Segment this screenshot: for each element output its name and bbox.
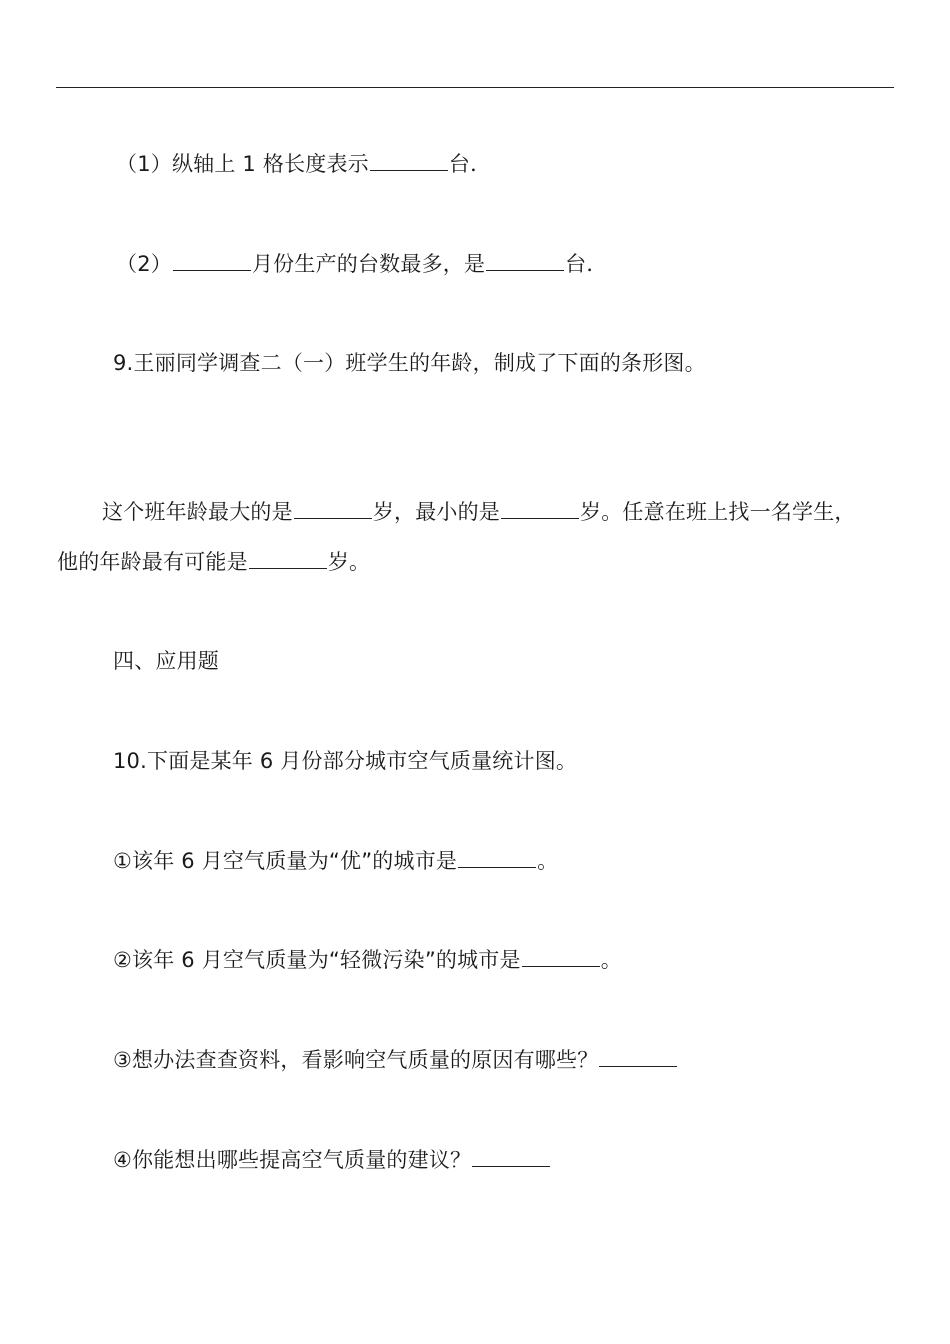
q9-line2-part1: 他的年龄最有可能是 — [57, 550, 248, 574]
answer-blank[interactable] — [522, 946, 600, 967]
q8-sub1-prefix: （1）纵轴上 1 格长度表示 — [116, 152, 369, 176]
section-heading — [113, 646, 219, 676]
answer-blank[interactable] — [472, 1146, 550, 1167]
q8-sub1 — [116, 149, 491, 179]
q10-item3-prefix: ③想办法查查资料，看影响空气质量的原因有哪些？ — [113, 1048, 599, 1072]
q10-item1 — [113, 846, 558, 876]
answer-blank[interactable] — [501, 498, 579, 519]
answer-blank[interactable] — [370, 150, 448, 171]
q10-item1-suffix: 。 — [537, 849, 559, 873]
q10-item2-suffix: 。 — [600, 948, 622, 972]
answer-blank[interactable] — [458, 847, 536, 868]
answer-blank[interactable] — [486, 250, 564, 271]
q9-line1-part2: 岁，最小的是 — [372, 500, 501, 524]
q8-sub2-middle: 月份生产的台数最多，是 — [251, 252, 486, 276]
q9-line1-part1: 这个班年龄最大的是 — [102, 500, 293, 524]
q8-sub2-prefix: （2） — [116, 252, 172, 276]
q10-item3 — [113, 1045, 678, 1075]
answer-blank[interactable] — [173, 250, 251, 271]
q8-sub1-suffix: 台． — [448, 152, 492, 176]
q8-sub2-suffix: 台． — [565, 252, 608, 276]
header-rule — [56, 87, 894, 88]
section4-heading-text: 四、应用题 — [113, 649, 219, 673]
q10-item4 — [113, 1145, 551, 1175]
q10-item1-prefix: ①该年 6 月空气质量为“优”的城市是 — [113, 849, 458, 873]
q9-stem-text: 9.王丽同学调查二（一）班学生的年龄，制成了下面的条形图。 — [113, 351, 706, 375]
q10-item2-prefix: ②该年 6 月空气质量为“轻微污染”的城市是 — [113, 948, 521, 972]
q8-sub2 — [116, 249, 608, 279]
answer-blank[interactable] — [599, 1046, 677, 1067]
answer-blank[interactable] — [294, 498, 372, 519]
q9-answer-line1 — [102, 497, 856, 527]
q9-answer-line2 — [57, 547, 370, 577]
answer-blank[interactable] — [249, 548, 327, 569]
q10-stem-text: 10.下面是某年 6 月份部分城市空气质量统计图。 — [113, 749, 578, 773]
q9-stem — [113, 348, 706, 378]
q10-stem — [113, 746, 577, 776]
q10-item4-prefix: ④你能想出哪些提高空气质量的建议？ — [113, 1148, 472, 1172]
q9-line1-part3: 岁。任意在班上找一名学生， — [580, 500, 856, 524]
q10-item2 — [113, 945, 622, 975]
q9-line2-part2: 岁。 — [327, 550, 371, 574]
